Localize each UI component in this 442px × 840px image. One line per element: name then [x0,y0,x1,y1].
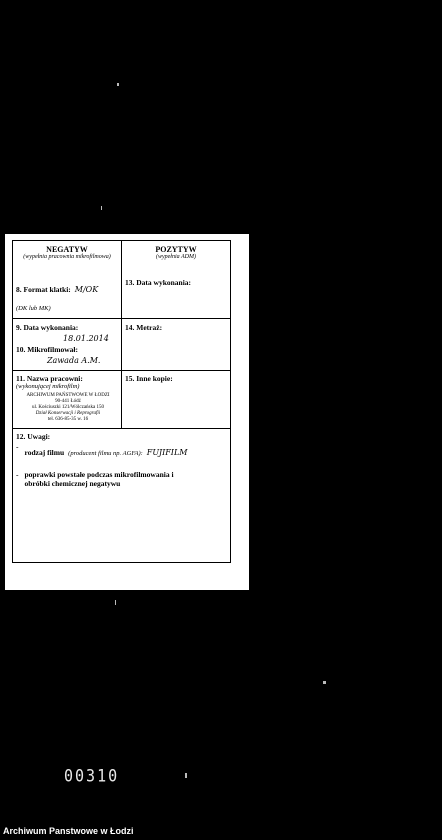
film-speck [117,83,119,86]
stamp-line: ul. Kościuszki 121/Wólczańska 150 [32,405,104,410]
negatyw-header [13,245,121,260]
stamp-line: ARCHIWUM PAŃSTWOWE W ŁODZI [26,393,110,398]
film-speck [101,206,102,210]
pozytyw-header [122,245,230,260]
field-8-value: M/OK [74,285,99,294]
stamp-line: Dział Konserwacji i Reprografii [35,411,101,416]
archive-name: Archiwum Panstwowe w Łodzi [3,826,134,836]
field-9-value: 18.01.2014 [63,334,109,343]
row-divider-3 [13,428,230,429]
negatyw-subtitle: (wypełnia pracownia mikrofilmowa) [23,254,111,260]
bullet-1-subtitle: (producent filmu np. AGFA): [68,450,143,457]
field-10-label: 10. Mikrofilmował: [16,345,78,354]
row-divider-1 [13,318,230,319]
bullet-film-type [16,442,228,460]
bullet-mark: - [16,442,19,451]
pozytyw-title: POZYTYW [155,245,197,254]
field-14-label: 14. Metraż: [125,323,163,332]
film-speck [115,600,116,605]
stamp-line: 90-441 Łódź [55,399,81,404]
field-13-label: 13. Data wykonania: [125,278,192,287]
form-grid [12,240,231,563]
bullet-1-label: rodzaj filmu [24,448,65,457]
bullet-2-label: poprawki powstałe podczas mikrofilmowania i obróbki chemicznej negatywu [24,470,174,488]
archive-stamp [16,393,120,423]
field-12 [16,432,228,488]
field-11-label: 11. Nazwa pracowni: [16,374,83,383]
field-9-label: 9. Data wykonania: [16,323,79,332]
field-15-label: 15. Inne kopie: [125,374,173,383]
negatyw-title: NEGATYW [46,245,88,254]
field-12-label: 12. Uwagi: [16,432,51,441]
field-8-note: (DK lub MK) [16,305,51,312]
stamp-line: tel. 636-85-35 w. 16 [47,417,89,422]
field-8 [16,279,120,297]
field-11-subtitle: (wykonującej mikrofilm) [16,383,80,390]
column-divider [121,241,122,428]
field-8-label: 8. Format klatki: [16,285,71,294]
film-speck [323,681,326,684]
row-divider-2 [13,370,230,371]
frame-number: 00310 [64,766,120,786]
field-10-signature: Zawada A.M. [47,356,101,365]
field-11 [16,374,120,423]
pozytyw-subtitle: (wypełnia ADM) [155,254,197,260]
bullet-mark: - [16,470,19,479]
bullet-1-value: FUJIFILM [146,448,188,457]
bullet-corrections [16,470,228,488]
microfilm-card [5,234,249,590]
film-speck [185,773,187,778]
